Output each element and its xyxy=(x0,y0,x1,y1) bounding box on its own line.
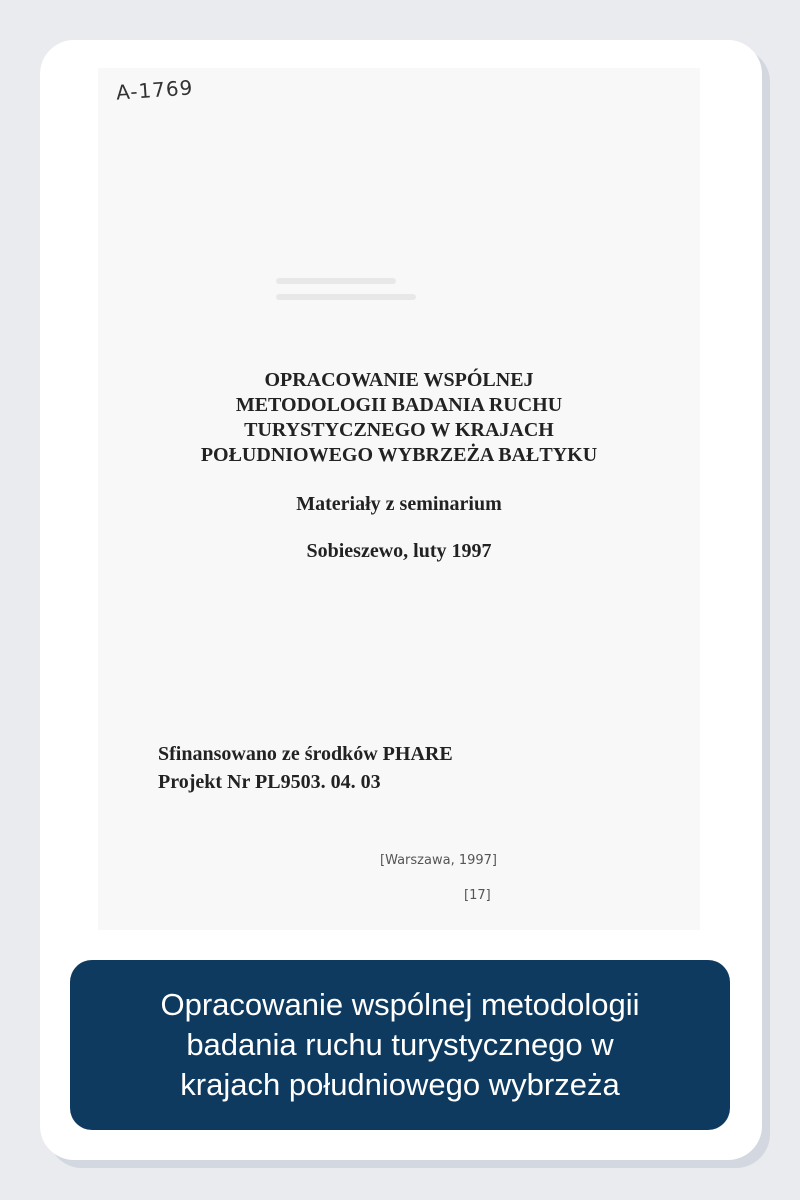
caption-line: badania ruchu turystycznego w xyxy=(186,1027,614,1062)
title-line: METODOLOGII BADANIA RUCHU xyxy=(235,394,563,416)
handwritten-note-pages: [17] xyxy=(464,888,491,903)
place-date: Sobieszewo, luty 1997 xyxy=(306,540,492,562)
scanned-page xyxy=(98,68,700,930)
caption-banner[interactable] xyxy=(70,960,730,1130)
catalog-number: A-1769 xyxy=(115,75,195,105)
funding-line: Sfinansowano ze środków PHARE xyxy=(158,743,453,765)
title-line: POŁUDNIOWEGO WYBRZEŻA BAŁTYKU xyxy=(200,444,598,466)
project-number: Projekt Nr PL9503. 04. 03 xyxy=(158,771,381,793)
caption-line: krajach południowego wybrzeża xyxy=(180,1067,620,1102)
funding-info xyxy=(158,740,453,796)
handwritten-note-place: [Warszawa, 1997] xyxy=(380,853,497,868)
caption-text xyxy=(160,985,639,1105)
caption-line: Opracowanie wspólnej metodologii xyxy=(160,987,640,1022)
title-line: TURYSTYCZNEGO W KRAJACH xyxy=(244,419,554,441)
title-line: OPRACOWANIE WSPÓLNEJ xyxy=(264,369,534,391)
bleed-through-text xyxy=(276,278,416,318)
document-subtitle: Materiały z seminarium xyxy=(296,493,502,515)
document-title xyxy=(98,368,700,468)
